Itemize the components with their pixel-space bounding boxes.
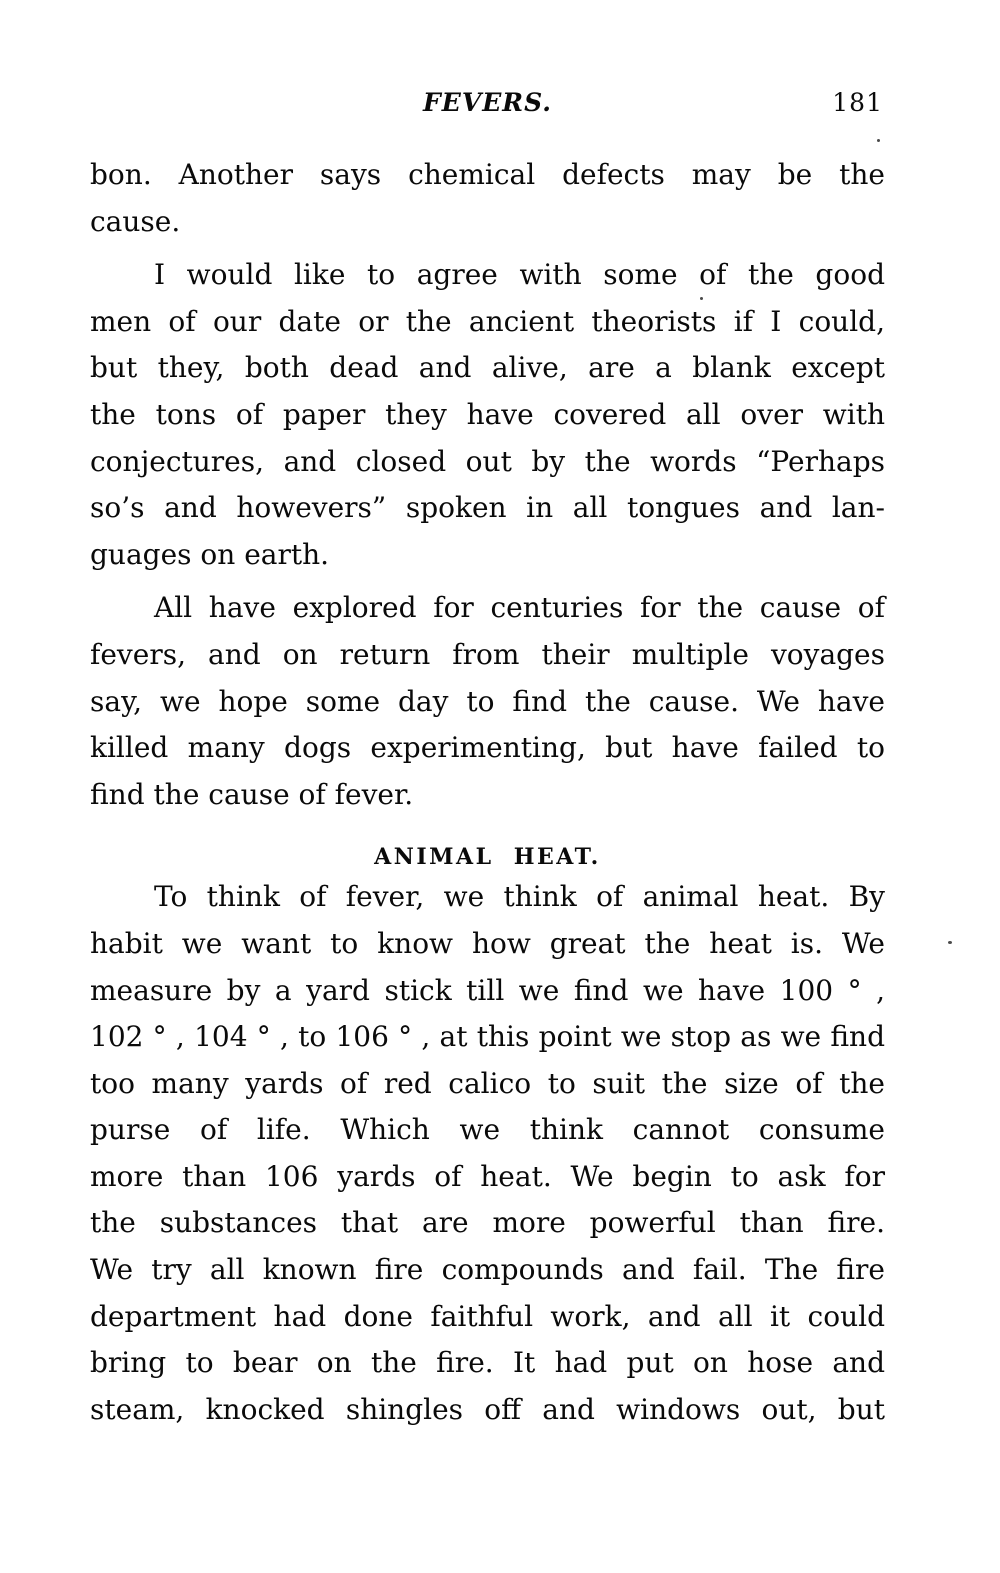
- text-line: too many yards of red calico to suit the size of the: [90, 1066, 885, 1100]
- paragraph: [90, 252, 885, 578]
- text-line: the tons of paper they have covered all over with: [90, 397, 885, 431]
- text-line: I would like to agree with some of the good: [154, 258, 885, 292]
- text-line: All have explored for centuries for the cause of: [154, 591, 885, 625]
- text-line: 102 ° , 104 ° , to 106 ° , at this point we stop as we find: [90, 1020, 885, 1054]
- page-number: 181: [832, 88, 883, 117]
- paragraph: [90, 874, 885, 1433]
- text-line: department had done faithful work, and all it could: [90, 1299, 885, 1333]
- text-line: the substances that are more powerful than fire.: [90, 1206, 885, 1240]
- text-line: To think of fever, we think of animal heat. By: [154, 880, 885, 914]
- text-line: cause.: [90, 204, 181, 238]
- text-line: guages on earth.: [90, 537, 330, 571]
- text-line: say, we hope some day to find the cause. We have: [90, 684, 885, 718]
- text-line: bring to bear on the fire. It had put on hose and: [90, 1346, 885, 1380]
- page-body: [90, 152, 885, 1433]
- text-line: conjectures, and closed out by the words “Perhaps: [90, 444, 885, 478]
- text-line: so’s and howevers” spoken in all tongues and lan-: [90, 491, 885, 525]
- running-header: [90, 88, 885, 122]
- paragraph: [90, 152, 885, 245]
- text-line: but they, both dead and alive, are a blank except: [90, 351, 885, 385]
- text-line: purse of life. Which we think cannot consume: [90, 1113, 885, 1147]
- scan-speck: [877, 139, 880, 142]
- text-line: find the cause of fever.: [90, 777, 414, 811]
- text-line: more than 106 yards of heat. We begin to ask for: [90, 1159, 885, 1193]
- chapter-title: FEVERS.: [423, 88, 552, 117]
- text-line: fevers, and on return from their multiple voyages: [90, 637, 885, 671]
- text-line: habit we want to know how great the heat is. We: [90, 926, 885, 960]
- scan-speck: [948, 941, 952, 944]
- text-line: measure by a yard stick till we find we have 100 ° ,: [90, 973, 885, 1007]
- paragraph: [90, 585, 885, 818]
- text-line: killed many dogs experimenting, but have failed to: [90, 731, 885, 765]
- section-heading: ANIMAL HEAT.: [374, 844, 601, 871]
- scan-speck: [700, 297, 703, 300]
- text-line: bon. Another says chemical defects may be the: [90, 158, 885, 191]
- text-line: We try all known fire compounds and fail. The fire: [90, 1253, 885, 1287]
- text-line: men of our date or the ancient theorists if I could,: [90, 304, 885, 338]
- text-line: steam, knocked shingles off and windows out, but: [90, 1392, 885, 1426]
